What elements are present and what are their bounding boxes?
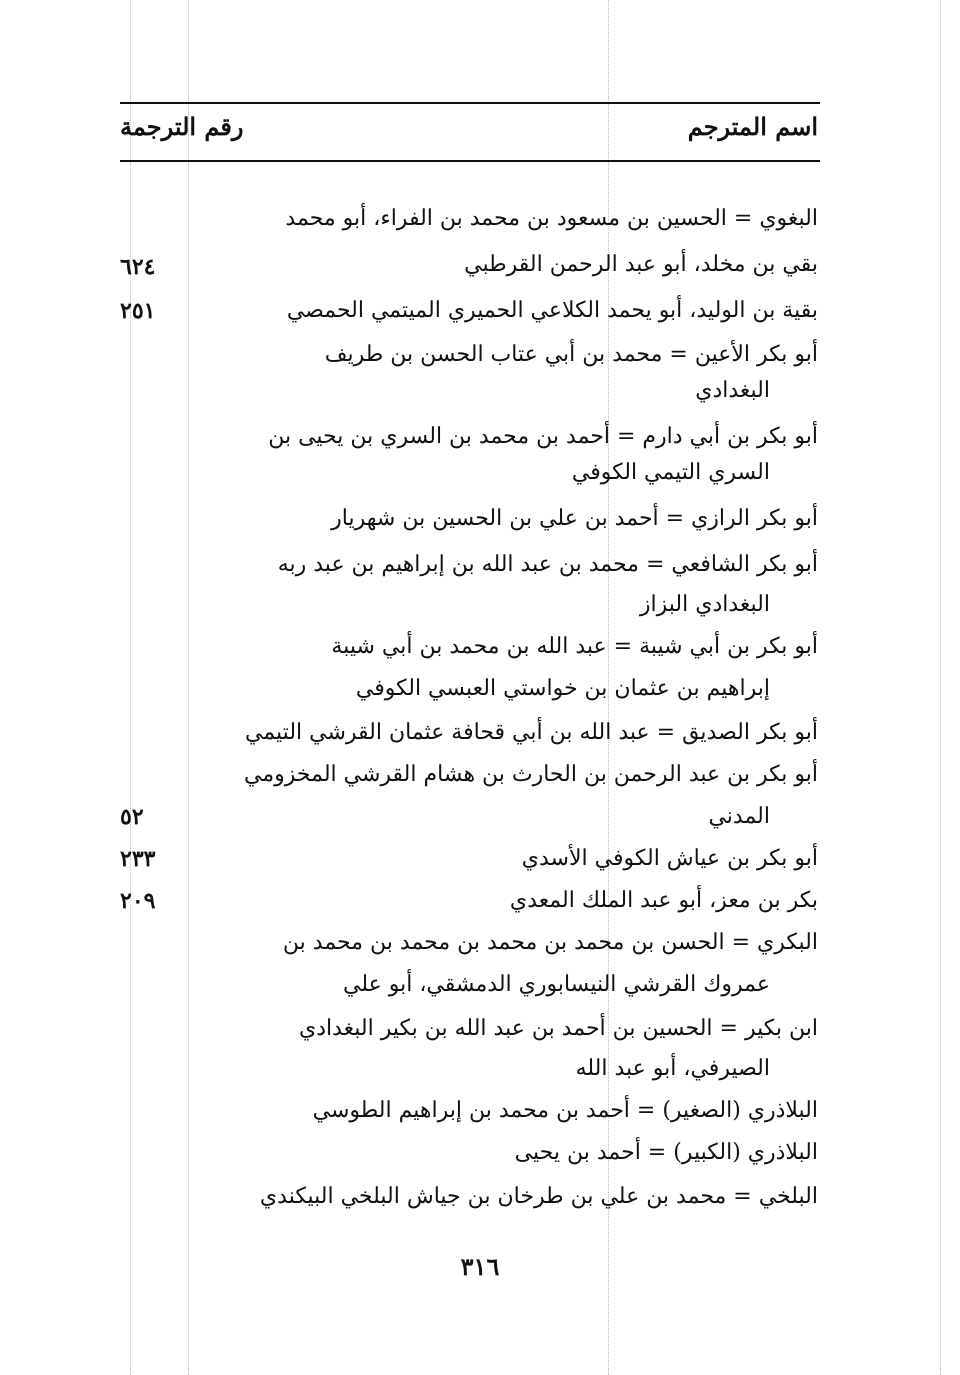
entry-line: أبو بكر بن عياش الكوفي الأسدي — [521, 846, 818, 871]
name-column-header: اسم المترجم — [687, 112, 818, 141]
entry-number: ٥٢ — [120, 804, 144, 830]
entry-number: ٢٣٣ — [120, 846, 156, 872]
number-column-header: رقم الترجمة — [120, 112, 244, 141]
entry-line: أبو بكر الأعين = محمد بن أبي عتاب الحسن بن طريف — [324, 342, 818, 367]
header-top-rule — [120, 102, 820, 104]
entry-line: أبو بكر الرازي = أحمد بن علي بن الحسين بن شهريار — [331, 506, 818, 531]
entry-continuation: إبراهيم بن عثمان بن خواستي العبسي الكوفي — [355, 676, 770, 701]
header-bottom-rule — [120, 160, 820, 162]
entry-line: أبو بكر بن عبد الرحمن بن الحارث بن هشام القرشي المخزومي — [244, 762, 818, 787]
scan-dotted-line — [130, 0, 131, 1375]
entry-continuation: البغدادي البزاز — [639, 592, 770, 617]
entry-line: ابن بكير = الحسين بن أحمد بن عبد الله بن بكير البغدادي — [298, 1016, 818, 1041]
entry-line: أبو بكر الصديق = عبد الله بن أبي قحافة عثمان القرشي التيمي — [244, 720, 818, 745]
entry-line: أبو بكر بن أبي دارم = أحمد بن محمد بن السري بن يحيى بن — [268, 424, 818, 449]
scan-dotted-line — [940, 0, 941, 1375]
entry-number: ٢٥١ — [120, 298, 156, 324]
entry-line: البكري = الحسن بن محمد بن محمد بن محمد بن محمد بن — [282, 930, 818, 955]
entry-continuation: البغدادي — [695, 378, 770, 403]
page-number: ٣١٦ — [460, 1252, 500, 1281]
entry-line: البلاذري (الصغير) = أحمد بن محمد بن إبراهيم الطوسي — [312, 1098, 818, 1123]
entry-continuation: السري التيمي الكوفي — [571, 460, 770, 485]
entry-line: بقية بن الوليد، أبو يحمد الكلاعي الحميري الميتمي الحمصي — [286, 298, 818, 323]
entry-number: ٦٢٤ — [120, 254, 156, 280]
entry-continuation: المدني — [708, 804, 770, 829]
entry-line: أبو بكر بن أبي شيبة = عبد الله بن محمد بن أبي شيبة — [331, 634, 818, 659]
entry-line: البلخي = محمد بن علي بن طرخان بن جياش البلخي البيكندي — [259, 1184, 818, 1209]
entry-line: البغوي = الحسين بن مسعود بن محمد بن الفراء، أبو محمد — [285, 206, 818, 231]
entry-line: بكر بن معز، أبو عبد الملك المعدي — [509, 888, 818, 913]
scan-dotted-line — [188, 0, 189, 1375]
entry-line: البلاذري (الكبير) = أحمد بن يحيى — [514, 1140, 818, 1165]
entry-line: أبو بكر الشافعي = محمد بن عبد الله بن إبراهيم بن عبد ربه — [277, 552, 818, 577]
entry-line: بقي بن مخلد، أبو عبد الرحمن القرطبي — [464, 252, 818, 277]
entry-continuation: الصيرفي، أبو عبد الله — [575, 1056, 770, 1081]
entry-number: ٢٠٩ — [120, 888, 156, 914]
entry-continuation: عمروك القرشي النيسابوري الدمشقي، أبو علي — [342, 972, 770, 997]
